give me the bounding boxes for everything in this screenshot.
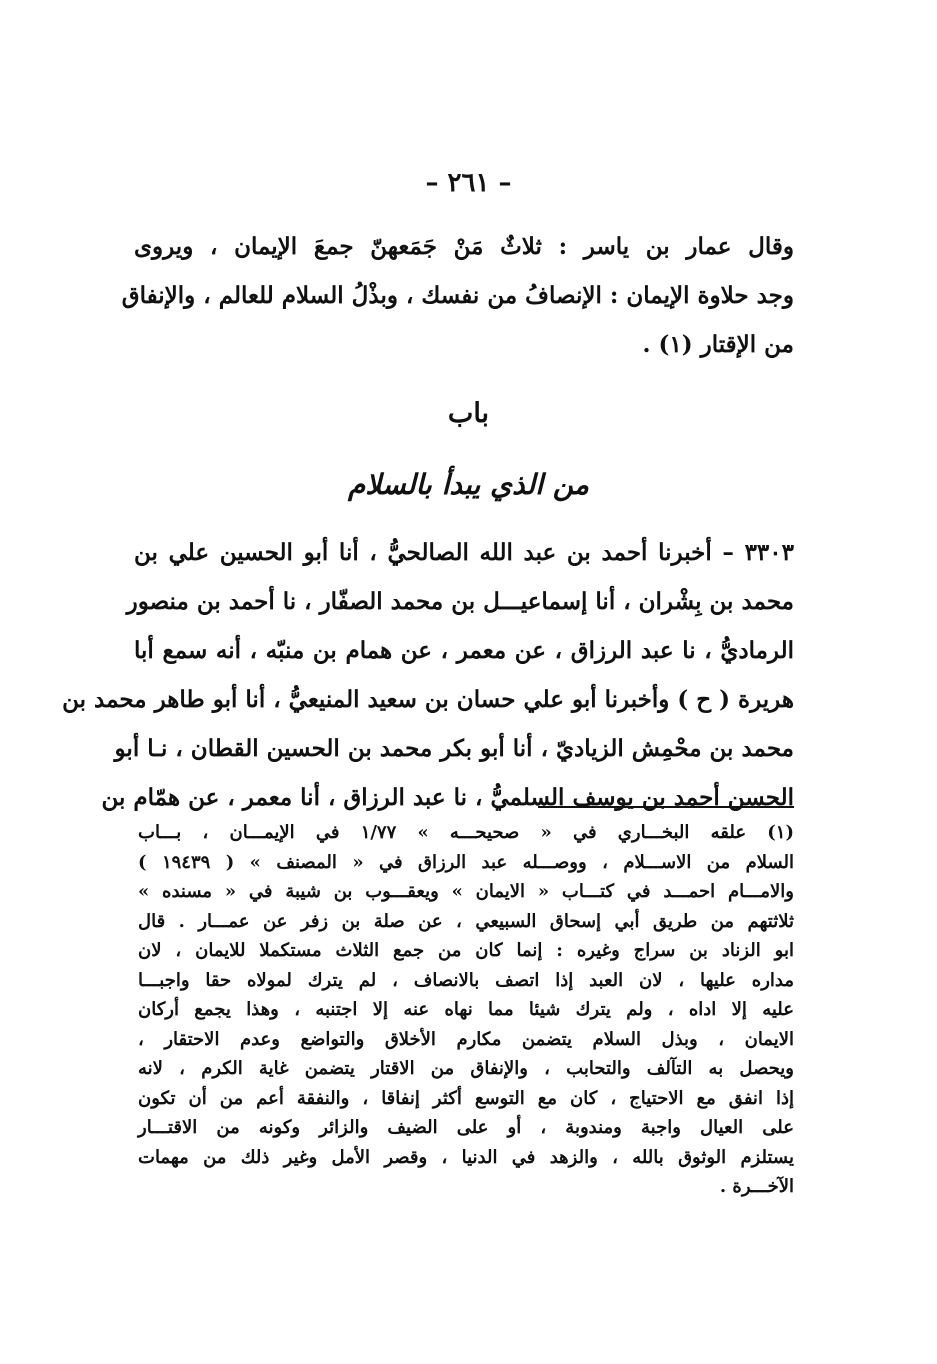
footnote-separator [538,806,794,808]
page-number: – ٢٦١ – [425,168,512,198]
text-line: محمد بن بِشْران ، أنا إسماعيـــل بن محمد الصفّار ، نا أحمد بن منصور [126,588,794,615]
footnote-line: إذا انفق مع الاحتياج ، كان مع التوسع أكثر إنفاقا ، والنفقة أعم من أن تكون [138,1087,794,1109]
footnote-line: عليه إلا اداه ، ولم يترك شيئا مما نهاه عنه إلا اجتنبه ، وهذا يجمع أركان [138,999,794,1020]
footnote-line: ويحصل به التآلف والتحابب ، والإنفاق من الاقتار يتضمن غاية الكرم ، لانه [138,1058,794,1079]
text-line: الحسن أحمد بن يوسف السلميُّ ، نا عبد الرزاق ، أنا معمر ، عن همّام بن [101,784,794,811]
footnotes [138,818,794,1202]
chapter-label: باب [447,398,490,429]
footnote-line: والامـــام احمـــد في كتـــاب « الايمان » ويعقـــوب بن شيبة في « مسنده » [138,881,794,902]
hadith-paragraph [62,528,794,822]
footnote-line: الايمان ، وبذل السلام يتضمن مكارم الأخلاق والتواضع وعدم الاحتقار ، [138,1028,794,1050]
footnote-line: الآخـــرة . [719,1176,794,1197]
footnote-line: ابو الزناد بن سراج وغيره : إنما كان من جمع الثلاث مستكملا للايمان ، لان [138,940,794,961]
chapter-title: من الذي يبدأ بالسلام [347,468,590,501]
footnote-line: يستلزم الوثوق بالله ، والزهد في الدنيا ، وقصر الأمل وغير ذلك من مهمات [138,1146,794,1168]
footnote-line: على العيال واجبة ومندوبة ، أو على الضيف والزائر وكونه من الاقتـــار [138,1117,794,1138]
text-line: وجد حلاوة الإيمان : الإنصافُ من نفسك ، وبذْلُ السلام للعالم ، والإنفاق [121,282,794,309]
footnote-line: ثلاثتهم من طريق أبي إسحاق السبيعي ، عن صلة بن زفر عن عمـــار . قال [138,910,794,932]
text-line: وقال عمار بن ياسر : ثلاثٌ مَنْ جَمَعهنّ جمعَ الإيمان ، ويروى [134,233,794,260]
text-line: ٣٣٠٣ – أخبرنا أحمد بن عبد الله الصالحيُّ ، أنا أبو الحسين علي بن [134,539,794,566]
intro-paragraph [121,222,794,369]
text-line: الرماديُّ ، نا عبد الرزاق ، عن معمر ، عن همام بن منبّه ، أنه سمع أبا [134,637,794,664]
text-line: محمد بن محْمِش الزياديّ ، أنا أبو بكر محمد بن الحسين القطان ، نـا أبو [114,735,794,762]
text-line: من الإقتار (١) . [642,331,794,358]
footnote-line: السلام من الاســـلام ، ووصـــله عبد الرزاق في « المصنف » ( ١٩٤٣٩ ) [138,851,794,873]
footnote-line: مداره عليها ، لان العبد إذا اتصف بالانصاف ، لم يترك لمولاه حقا واجبـــا [138,969,794,991]
footnote-line: (١) علقه البخـــاري في « صحيحـــه » ١/٧٧ في الإيمـــان ، بـــاب [138,822,794,843]
text-line: هريرة ( ح ) وأخبرنا أبو علي حسان بن سعيد المنيعيُّ ، أنا أبو طاهر محمد بن [62,686,794,713]
